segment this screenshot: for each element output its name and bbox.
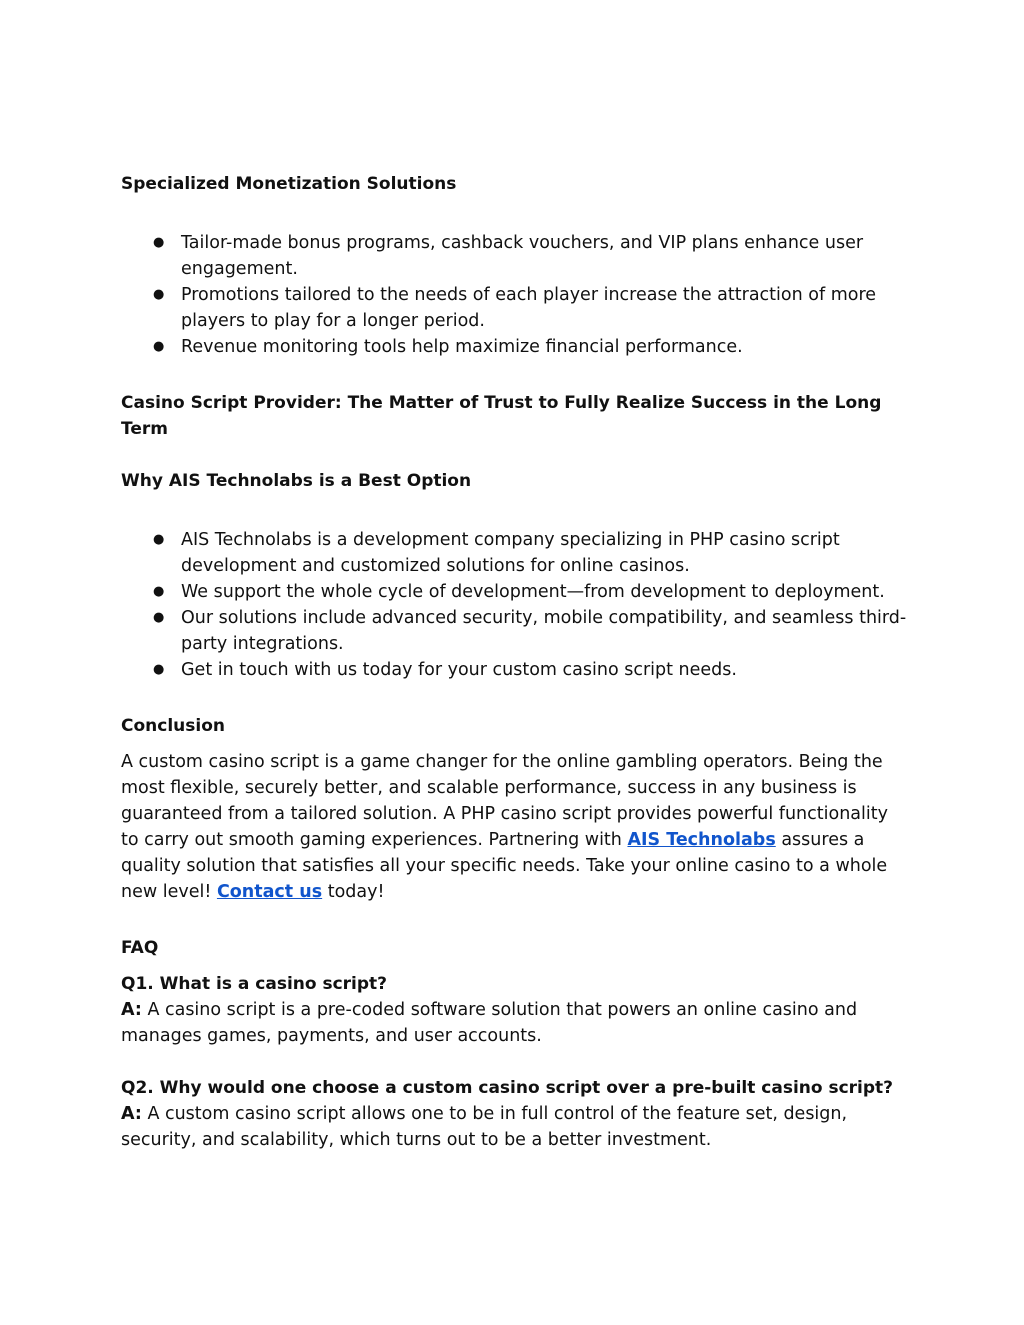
why-ais-bullet-list [121,527,911,683]
faq-answer: A: A casino script is a pre-coded software solution that powers an online casino and manages games, payments, and user accounts. [121,1000,858,1046]
faq-answer: A: A custom casino script allows one to be in full control of the feature set, design, security, and scalability, which turns out to be a better investment. [121,1104,848,1150]
ais-technolabs-link[interactable]: AIS Technolabs [627,830,776,850]
faq-question: Q2. Why would one choose a custom casino script over a pre-built casino script? [121,1078,894,1098]
list-item: ● Revenue monitoring tools help maximize financial performance. [121,334,911,360]
list-item: ● Promotions tailored to the needs of each player increase the attraction of more players to play for a longer period. [121,282,911,334]
monetization-bullet-list [121,230,911,360]
contact-us-link[interactable]: Contact us [216,882,323,902]
list-item: ● Get in touch with us today for your custom casino script needs. [121,657,911,683]
bullet-icon: ● [153,287,165,302]
bullet-icon: ● [153,610,165,625]
faq-item [121,1075,911,1153]
faq-question: Q1. What is a casino script? [121,974,388,994]
section-heading-monetization: Specialized Monetization Solutions [121,174,457,194]
list-item: ● Our solutions include advanced security, mobile compatibility, and seamless third-party integrations. [121,605,911,657]
document-page [121,171,911,1153]
section-heading-faq: FAQ [121,938,159,958]
bullet-icon: ● [153,235,165,250]
section-heading-provider: Casino Script Provider: The Matter of Trust to Fully Realize Success in the Long Term [121,393,882,439]
bullet-icon: ● [153,532,165,547]
bullet-icon: ● [153,584,165,599]
list-item: ● Tailor-made bonus programs, cashback vouchers, and VIP plans enhance user engagement. [121,230,911,282]
section-heading-why-ais: Why AIS Technolabs is a Best Option [121,471,472,491]
list-item: ● AIS Technolabs is a development company specializing in PHP casino script development and customized solutions for online casinos. [121,527,911,579]
bullet-icon: ● [153,339,165,354]
conclusion-paragraph: A custom casino script is a game changer for the online gambling operators. Being the most flexible, securely better, and scalable performance, success in any business is guaranteed from a tailored solution. A PHP casino script provides powerful functionality to carry out smooth gaming experiences. Partnering with AIS Technolabs assures a quality solution that satisfies all your specific needs. Take your online casino to a whole new level! Contact us today! [121,752,888,902]
section-heading-conclusion: Conclusion [121,716,225,736]
list-item: ● We support the whole cycle of development—from development to deployment. [121,579,911,605]
faq-item [121,971,911,1049]
bullet-icon: ● [153,662,165,677]
